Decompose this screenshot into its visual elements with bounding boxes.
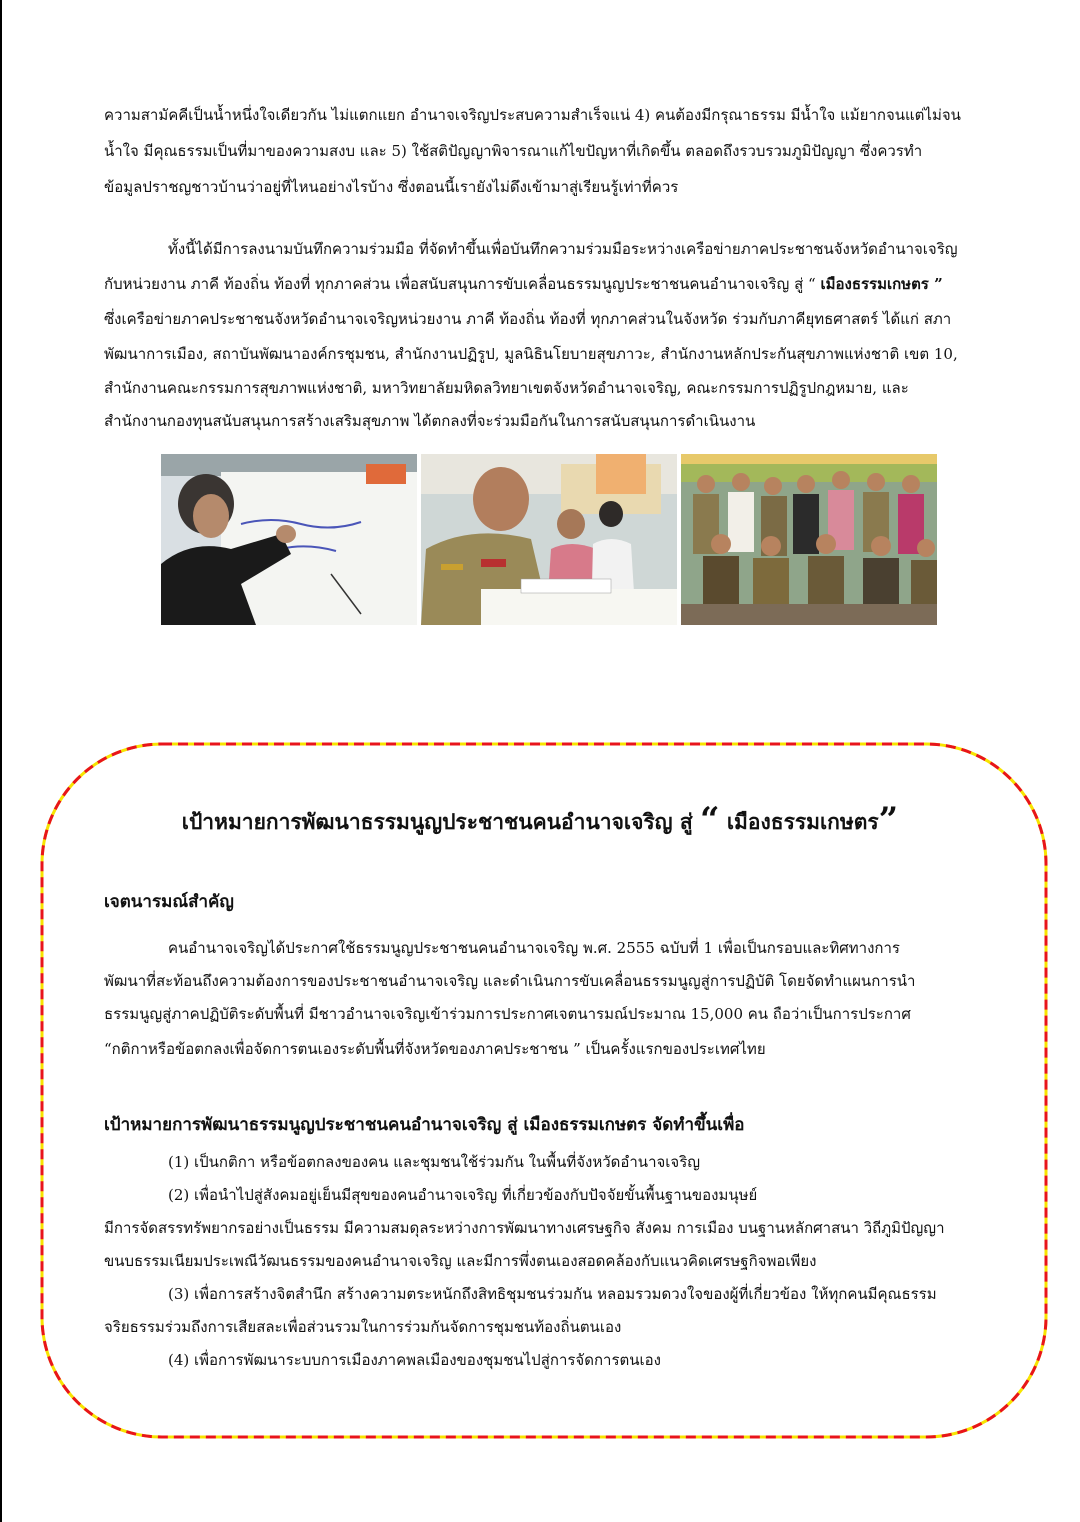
- text-line: ธรรมนูญสู่ภาคปฏิบัติระดับพื้นที่ มีชาวอำนาจเจริญเข้าร่วมการประกาศเจตนารมณ์ประมาณ 15,000 คน ถือว่าเป็นการประกาศ: [104, 1005, 911, 1023]
- page-edge-line: [0, 0, 2, 1522]
- text-line: ความสามัคคีเป็นน้ำหนึ่งใจเดียวกัน ไม่แตกแยก อำนาจเจริญประสบความสำเร็จแน่ 4) คนต้องมีกรุณาธรรม มีน้ำใจ แม้ยากจนแต่ไม่จน: [104, 106, 961, 124]
- text-line: มีการจัดสรรทรัพยากรอย่างเป็นธรรม มีความสมดุลระหว่างการพัฒนาทางเศรษฐกิจ สังคม การเมือง บนฐานหลักศาสนา วิถีภูมิปัญญา: [104, 1219, 945, 1237]
- text-line: น้ำใจ มีคุณธรรมเป็นที่มาของความสงบ และ 5) ใช้สติปัญญาพิจารณาแก้ไขปัญหาที่เกิดขึ้น ตลอดถึงรวบรวมภูมิปัญญา ซึ่งควรทำ: [104, 142, 923, 160]
- title-term: เมืองธรรมเกษตร: [719, 809, 879, 834]
- section-heading-intent: เจตนารมณ์สำคัญ: [104, 892, 234, 912]
- list-item: (4) เพื่อการพัฒนาระบบการเมืองภาคพลเมืองของชุมชนไปสู่การจัดการตนเอง: [168, 1351, 661, 1369]
- text-line: สำนักงานคณะกรรมการสุขภาพแห่งชาติ, มหาวิทยาลัยมหิดลวิทยาเขตจังหวัดอำนาจเจริญ, คณะกรรมการปฏิรูปกฎหมาย, และ: [104, 379, 909, 397]
- photo-signing-board: [161, 454, 417, 625]
- text-line: สำนักงานกองทุนสนับสนุนการสร้างเสริมสุขภาพ ได้ตกลงที่จะร่วมมือกันในการสนับสนุนการดำเนินงาน: [104, 412, 756, 430]
- bold-term: เมืองธรรมเกษตร ”: [820, 275, 943, 293]
- section-heading-goals: เป้าหมายการพัฒนาธรรมนูญประชาชนคนอำนาจเจริญ สู่ เมืองธรรมเกษตร จัดทำขึ้นเพื่อ: [104, 1115, 745, 1135]
- box-title: เป้าหมายการพัฒนาธรรมนูญประชาชนคนอำนาจเจริญ สู่ “ เมืองธรรมเกษตร”: [181, 800, 899, 840]
- text-line: ข้อมูลปราชญชาวบ้านว่าอยู่ที่ไหนอย่างไรบ้าง ซึ่งตอนนี้เรายังไม่ดึงเข้ามาสู่เรียนรู้เท่าที่ควร: [104, 178, 679, 196]
- text-line: ซึ่งเครือข่ายภาคประชาชนจังหวัดอำนาจเจริญหน่วยงาน ภาคี ท้องถิ่น ท้องที่ ทุกภาคส่วนในจังหวัด ร่วมกับภาคียุทธศาสตร์ ได้แก่ สภา: [104, 310, 952, 328]
- text-line: ขนบธรรมเนียมประเพณีวัฒนธรรมของคนอำนาจเจริญ และมีการพึ่งตนเองสอดคล้องกับแนวคิดเศรษฐกิจพอเพียง: [104, 1252, 817, 1270]
- open-quote: “: [700, 800, 720, 840]
- photo-strip: [161, 454, 937, 625]
- text-line: กับหน่วยงาน ภาคี ท้องถิ่น ท้องที่ ทุกภาคส่วน เพื่อสนับสนุนการขับเคลื่อนธรรมนูญประชาชนคนอำนาจเจริญ สู่ “ เมืองธรรมเกษตร ”: [104, 275, 943, 293]
- close-quote: ”: [878, 800, 899, 840]
- photo-group-gesture: [681, 454, 937, 625]
- text-line: “กติกาหรือข้อตกลงเพื่อจัดการตนเองระดับพื้นที่จังหวัดของภาคประชาชน ” เป็นครั้งแรกของประเทศไทย: [104, 1040, 766, 1058]
- photo-officials-signing: [421, 454, 677, 625]
- text-line: คนอำนาจเจริญได้ประกาศใช้ธรรมนูญประชาชนคนอำนาจเจริญ พ.ศ. 2555 ฉบับที่ 1 เพื่อเป็นกรอบและทิศทางการ: [168, 939, 900, 957]
- list-item: (1) เป็นกติกา หรือข้อตกลงของคน และชุมชนใช้ร่วมกัน ในพื้นที่จังหวัดอำนาจเจริญ: [168, 1153, 701, 1171]
- text-line: พัฒนาการเมือง, สถาบันพัฒนาองค์กรชุมชน, สำนักงานปฏิรูป, มูลนิธินโยบายสุขภาวะ, สำนักงานหลักประกันสุขภาพแห่งชาติ เขต 10,: [104, 345, 958, 363]
- list-item: (2) เพื่อนำไปสู่สังคมอยู่เย็นมีสุขของคนอำนาจเจริญ ที่เกี่ยวข้องกับปัจจัยขั้นพื้นฐานของมนุษย์: [168, 1186, 758, 1204]
- text-line: พัฒนาที่สะท้อนถึงความต้องการของประชาชนอำนาจเจริญ และดำเนินการขับเคลื่อนธรรมนูญสู่การปฏิบัติ โดยจัดทำแผนการนำ: [104, 972, 916, 990]
- text-line: ทั้งนี้ได้มีการลงนามบันทึกความร่วมมือ ที่จัดทำขึ้นเพื่อบันทึกความร่วมมือระหว่างเครือข่ายภาคประชาชนจังหวัดอำนาจเจริญ: [168, 240, 958, 258]
- list-item: (3) เพื่อการสร้างจิตสำนึก สร้างความตระหนักถึงสิทธิชุมชนร่วมกัน หลอมรวมดวงใจของผู้ที่เกี่ยวข้อง ให้ทุกคนมีคุณธรรม: [168, 1285, 937, 1303]
- text-line: จริยธรรมร่วมถึงการเสียสละเพื่อส่วนรวมในการร่วมกันจัดการชุมชนท้องถิ่นตนเอง: [104, 1318, 622, 1336]
